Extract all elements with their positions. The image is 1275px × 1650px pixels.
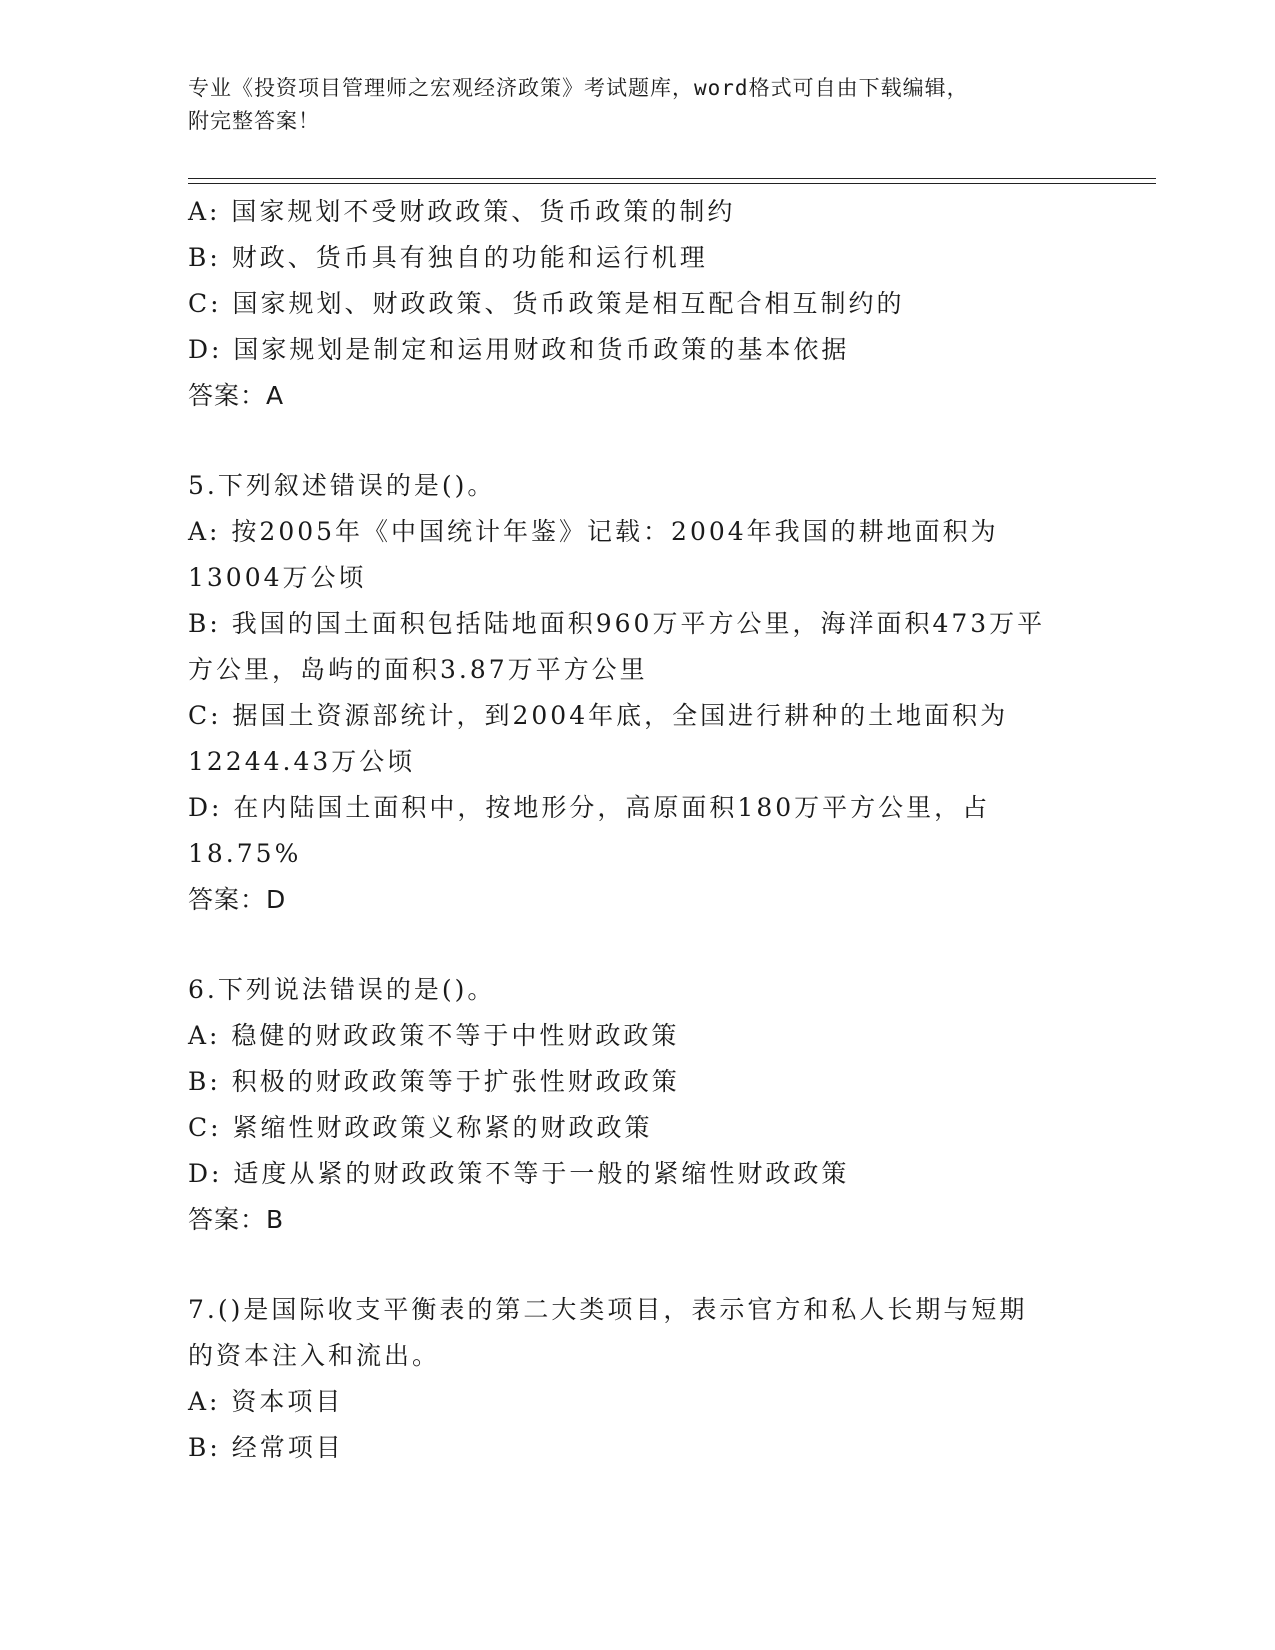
header-line-2: 附完整答案！ [188,109,320,133]
option-b: B: 我国的国土面积包括陆地面积960万平方公里，海洋面积473万平 [188,609,1046,638]
option-a: A: 国家规划不受财政政策、货币政策的制约 [188,197,736,226]
answer: 答案：B [188,1205,285,1234]
option-a: A: 资本项目 [188,1387,344,1416]
option-d: D: 在内陆国土面积中，按地形分，高原面积180万平方公里，占 [188,793,991,822]
option-a: A: 按2005年《中国统计年鉴》记载：2004年我国的耕地面积为 [188,517,999,546]
question-5 [188,463,1088,923]
question-7 [188,1287,1088,1471]
header-line-1: 专业《投资项目管理师之宏观经济政策》考试题库，word格式可自由下载编辑， [188,76,969,100]
option-b-continued: 方公里，岛屿的面积3.87万平方公里 [188,655,648,684]
question-list [188,189,1088,1471]
option-d: D: 国家规划是制定和运用财政和货币政策的基本依据 [188,335,850,364]
option-d-continued: 18.75% [188,839,302,868]
question-text: 7.()是国际收支平衡表的第二大类项目，表示官方和私人长期与短期 [188,1295,1028,1324]
question-text: 5.下列叙述错误的是()。 [188,471,496,500]
document-header [188,72,1088,138]
header-divider-top [188,178,1156,179]
option-d: D: 适度从紧的财政政策不等于一般的紧缩性财政政策 [188,1159,850,1188]
option-b: B: 财政、货币具有独自的功能和运行机理 [188,243,708,272]
answer: 答案：A [188,381,285,410]
question-4 [188,189,1088,419]
option-a: A: 稳健的财政政策不等于中性财政政策 [188,1021,680,1050]
option-b: B: 经常项目 [188,1433,344,1462]
spacer [188,419,1088,463]
question-text-continued: 的资本注入和流出。 [188,1341,441,1370]
spacer [188,1243,1088,1287]
question-text: 6.下列说法错误的是()。 [188,975,496,1004]
option-c: C: 据国土资源部统计，到2004年底，全国进行耕种的土地面积为 [188,701,1009,730]
option-c: C: 国家规划、财政政策、货币政策是相互配合相互制约的 [188,289,905,318]
spacer [188,923,1088,967]
option-c: C: 紧缩性财政政策义称紧的财政政策 [188,1113,653,1142]
option-c-continued: 12244.43万公顷 [188,747,416,776]
option-a-continued: 13004万公顷 [188,563,367,592]
question-6 [188,967,1088,1243]
option-b: B: 积极的财政政策等于扩张性财政政策 [188,1067,680,1096]
header-divider-bottom [188,183,1156,184]
answer: 答案：D [188,885,287,914]
